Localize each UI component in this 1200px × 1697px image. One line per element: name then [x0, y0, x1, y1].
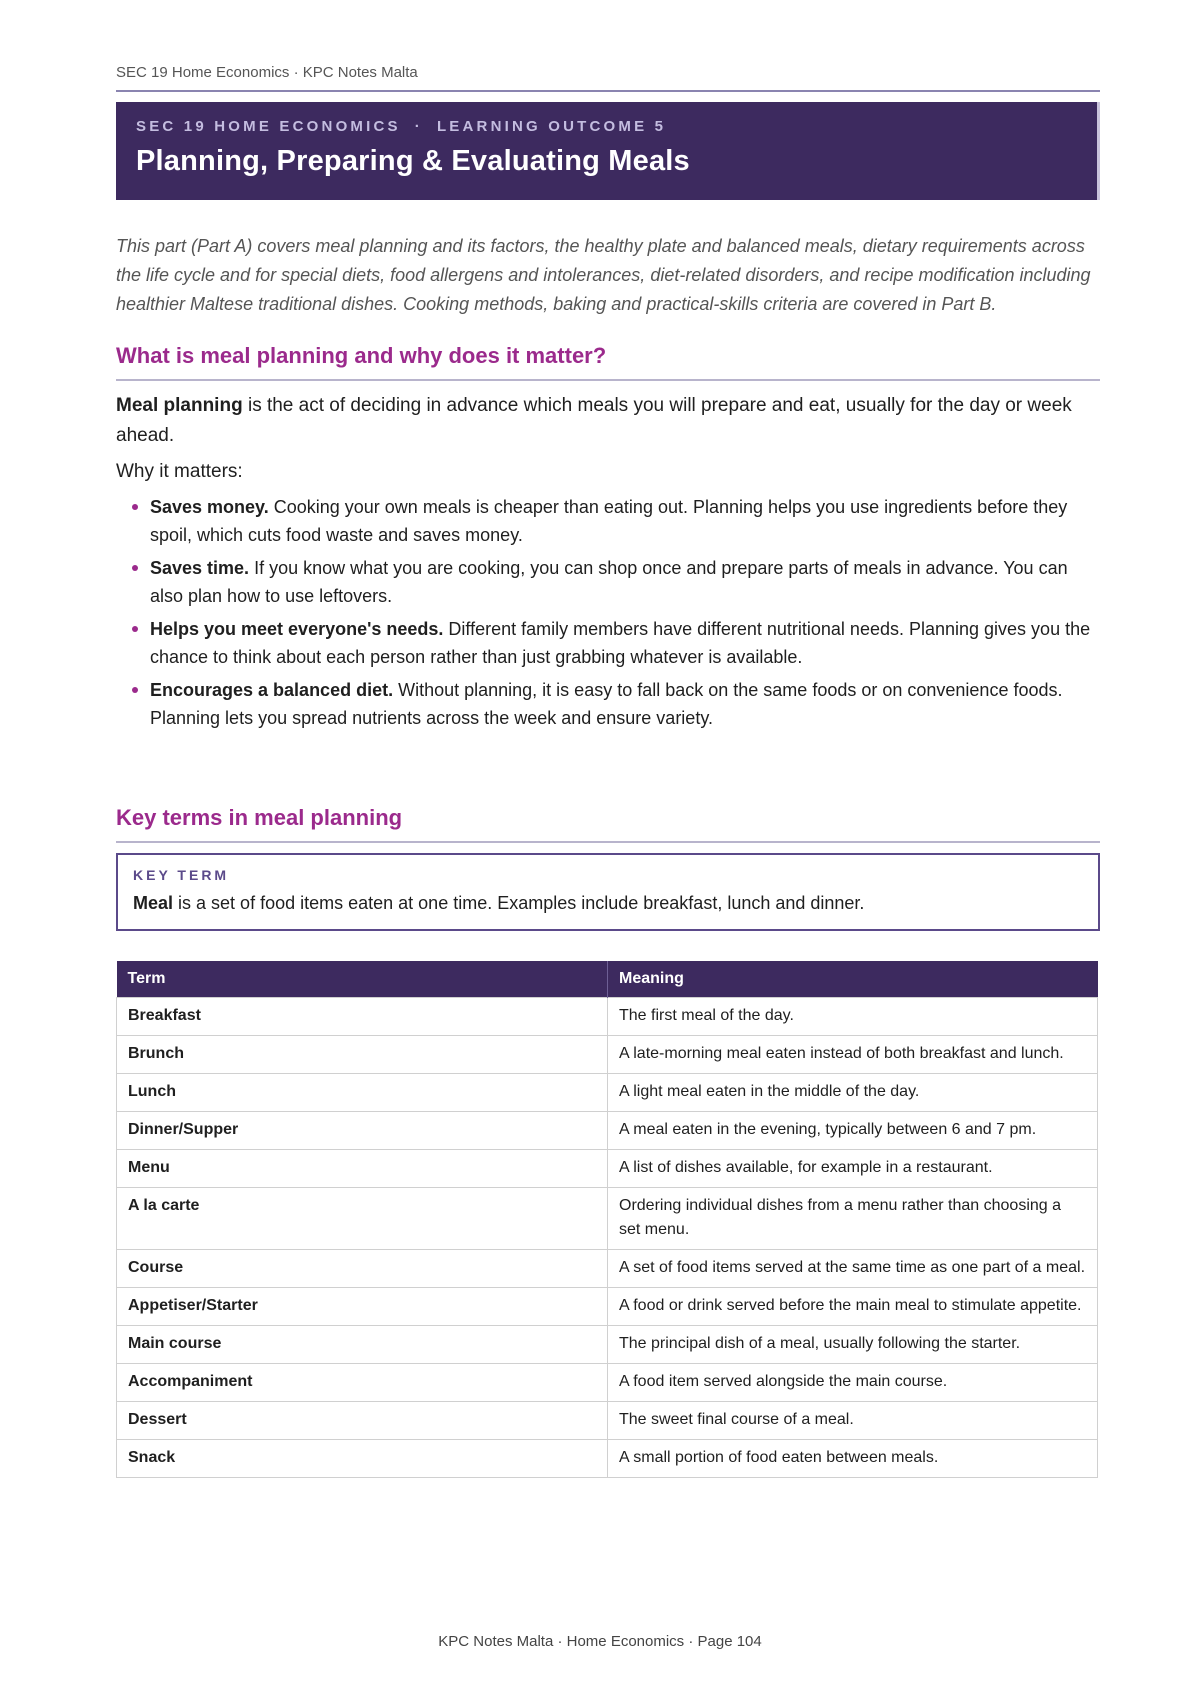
kicker-subject: SEC 19 HOME ECONOMICS: [136, 118, 401, 135]
list-item: [150, 493, 1100, 549]
meaning-cell: The first meal of the day.: [608, 998, 1098, 1036]
key-term-definition: is a set of food items eaten at one time. Examples include breakfast, lunch and dinner.: [173, 893, 865, 913]
term-cell: Snack: [117, 1440, 608, 1478]
term-cell: Lunch: [117, 1074, 608, 1112]
term-cell: Dessert: [117, 1402, 608, 1440]
term-cell: A la carte: [117, 1188, 608, 1250]
running-header: SEC 19 Home Economics · KPC Notes Malta: [116, 64, 1100, 92]
bullet-lead: Saves money.: [150, 497, 269, 517]
title-banner: [116, 102, 1100, 200]
table-row: [117, 1150, 1098, 1188]
page-footer: KPC Notes Malta · Home Economics · Page 104: [438, 1633, 762, 1650]
benefits-list: [116, 493, 1100, 732]
meaning-cell: Ordering individual dishes from a menu rather than choosing a set menu.: [608, 1188, 1098, 1250]
table-row: [117, 1036, 1098, 1074]
banner-kicker: [136, 118, 1077, 135]
page: [116, 0, 1100, 1478]
definition-paragraph: [116, 391, 1100, 451]
term-cell: Brunch: [117, 1036, 608, 1074]
table-row: [117, 1288, 1098, 1326]
page-title: Planning, Preparing & Evaluating Meals: [136, 145, 690, 177]
bullet-text: If you know what you are cooking, you can shop once and prepare parts of meals in advance. You can also plan how to use leftovers.: [150, 558, 1068, 606]
definition-term: Meal planning: [116, 395, 243, 416]
terms-table-body: [117, 998, 1098, 1478]
table-row: [117, 1250, 1098, 1288]
meaning-cell: The sweet final course of a meal.: [608, 1402, 1098, 1440]
table-row: [117, 1440, 1098, 1478]
term-cell: Appetiser/Starter: [117, 1288, 608, 1326]
bullet-text: Without planning, it is easy to fall back on the same foods or on convenience foods. Planning lets you spread nutrients across the week and ensure variety.: [150, 680, 1063, 728]
table-row: [117, 1402, 1098, 1440]
table-row: [117, 998, 1098, 1036]
meaning-cell: The principal dish of a meal, usually following the starter.: [608, 1326, 1098, 1364]
bullet-text: Cooking your own meals is cheaper than eating out. Planning helps you use ingredients before they spoil, which cuts food waste and saves money.: [150, 497, 1068, 545]
table-row: [117, 1326, 1098, 1364]
meaning-cell: A list of dishes available, for example in a restaurant.: [608, 1150, 1098, 1188]
meaning-cell: A meal eaten in the evening, typically between 6 and 7 pm.: [608, 1112, 1098, 1150]
key-term-text: [133, 893, 1083, 914]
table-row: [117, 1074, 1098, 1112]
key-term-word: Meal: [133, 893, 174, 913]
list-item: [150, 615, 1100, 671]
meaning-cell: A food item served alongside the main course.: [608, 1364, 1098, 1402]
why-it-matters-label: Why it matters:: [116, 461, 243, 482]
term-cell: Main course: [117, 1326, 608, 1364]
kicker-separator: ·: [414, 118, 423, 135]
meaning-cell: A food or drink served before the main meal to stimulate appetite.: [608, 1288, 1098, 1326]
list-item: [150, 676, 1100, 732]
term-cell: Accompaniment: [117, 1364, 608, 1402]
kicker-outcome: LEARNING OUTCOME 5: [436, 118, 667, 135]
table-row: [117, 1364, 1098, 1402]
bullet-lead: Helps you meet everyone's needs.: [150, 619, 444, 639]
table-row: [117, 1112, 1098, 1150]
meaning-cell: A light meal eaten in the middle of the day.: [608, 1074, 1098, 1112]
term-cell: Breakfast: [117, 998, 608, 1036]
bullet-lead: Saves time.: [150, 558, 250, 578]
intro-paragraph: This part (Part A) covers meal planning and its factors, the healthy plate and balanced meals, dietary requirements across the life cycle and for special diets, food allergens and intolerances, diet-related disorders, and recipe modification including healthier Maltese traditional dishes. Cooking methods, baking and practical-skills criteria are covered in Part B.: [116, 236, 1091, 314]
column-header-meaning: Meaning: [608, 961, 1098, 998]
term-cell: Course: [117, 1250, 608, 1288]
meaning-cell: A late-morning meal eaten instead of both breakfast and lunch.: [608, 1036, 1098, 1074]
meaning-cell: A small portion of food eaten between meals.: [608, 1440, 1098, 1478]
list-item: [150, 554, 1100, 610]
key-term-label: KEY TERM: [133, 867, 230, 883]
meaning-cell: A set of food items served at the same time as one part of a meal.: [608, 1250, 1098, 1288]
section-heading-meal-planning: What is meal planning and why does it matter?: [116, 343, 1100, 381]
term-cell: Dinner/Supper: [117, 1112, 608, 1150]
bullet-lead: Encourages a balanced diet.: [150, 680, 394, 700]
term-cell: Menu: [117, 1150, 608, 1188]
table-row: [117, 1188, 1098, 1250]
column-header-term: Term: [117, 961, 608, 998]
table-header-row: [117, 961, 1098, 998]
section-heading-key-terms: Key terms in meal planning: [116, 805, 1100, 843]
bullet-text: Different family members have different nutritional needs. Planning gives you the chance to think about each person rather than just grabbing whatever is available.: [150, 619, 1091, 667]
definition-text: is the act of deciding in advance which meals you will prepare and eat, usually for the day or week ahead.: [116, 395, 1072, 446]
terms-table: [116, 961, 1098, 1478]
key-term-box: [116, 853, 1100, 931]
